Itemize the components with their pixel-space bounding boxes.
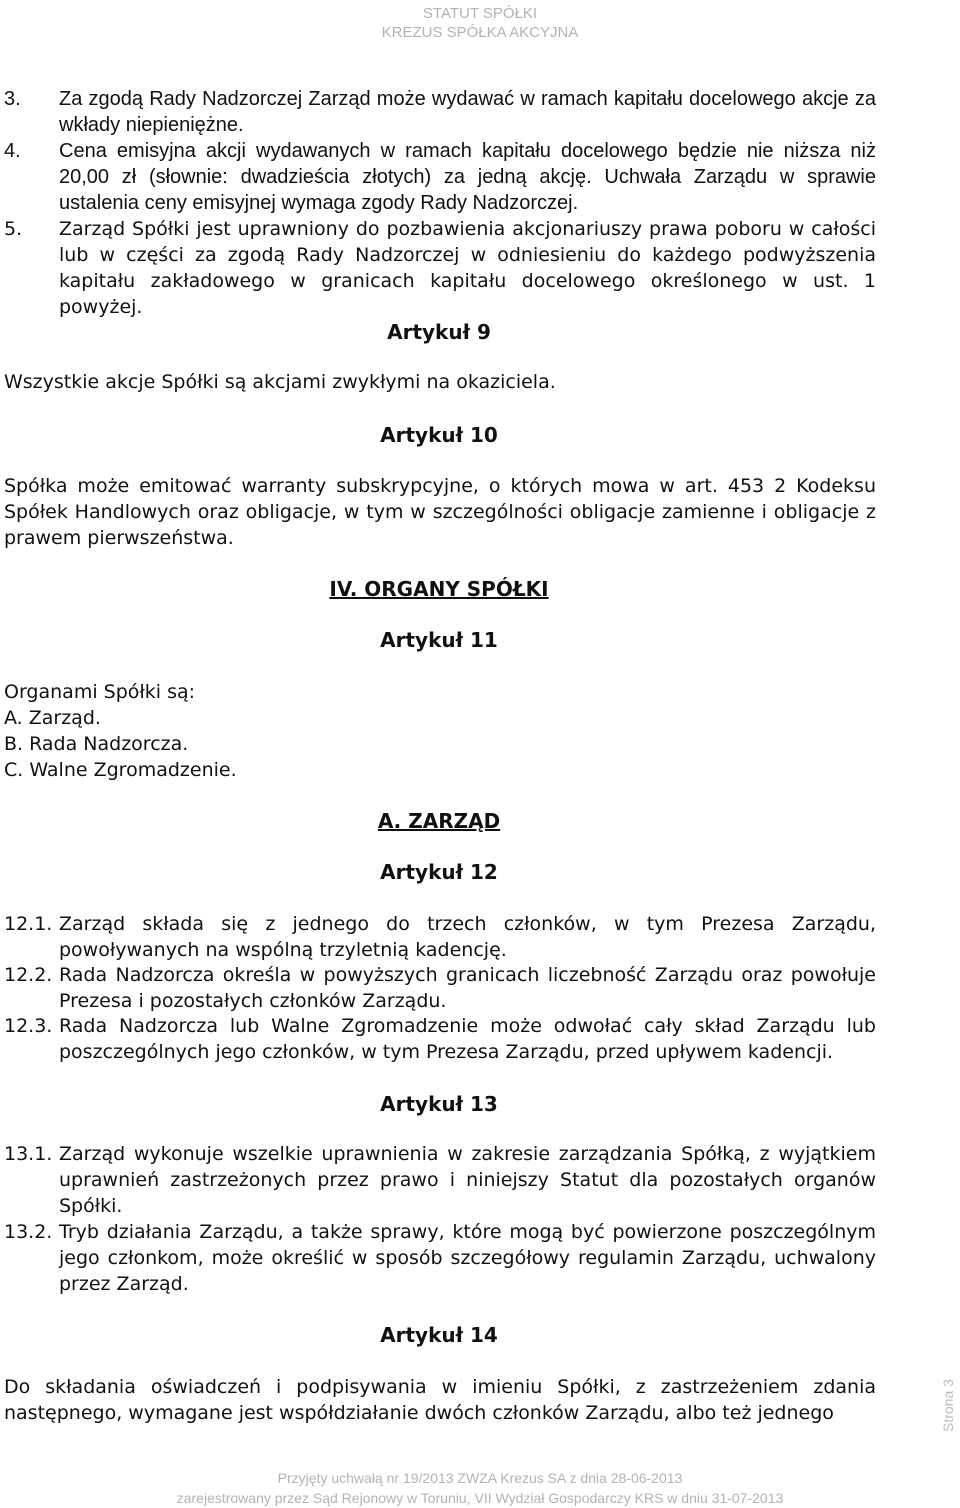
item-text: Za zgodą Rady Nadzorczej Zarząd może wydawać w ramach kapitału docelowego akcje za wkłady niepieniężne. [59,88,876,136]
page-number: Strona 3 [940,1379,956,1432]
list-item [4,1141,876,1219]
article-heading: Artykuł 13 [380,1092,498,1116]
header-title: STATUT SPÓŁKI [422,5,538,22]
item-text: Tryb działania Zarządu, a także sprawy, które mogą być powierzone poszczególnym jego członkom, może określić w sposób szczegółowy regulamin Zarządu, uchwalony przez Zarząd. [59,1221,876,1295]
list-item [4,86,876,138]
item-text: Zarząd Spółki jest uprawniony do pozbawienia akcjonariuszy prawa poboru w całości lub w części za zgodą Rady Nadzorczej w odniesieniu do każdego podwyższenia kapitału zakładowego w granicach kapitału docelowego określonego w ust. 1 powyżej. [59,218,876,318]
article-heading: Artykuł 10 [380,423,498,447]
page-footer [0,1468,960,1508]
list-item [4,1013,876,1065]
item-number: 12.2. [4,964,53,986]
header-company: KREZUS SPÓŁKA AKCYJNA [381,24,579,41]
item-number: 13.1. [4,1143,53,1165]
list-item [4,216,876,320]
item-number: 3. [4,88,21,110]
list-item [4,911,876,963]
item-number: 4. [4,140,21,162]
article-heading: Artykuł 9 [387,320,491,344]
list-item [4,1219,876,1297]
article-text: Do składania oświadczeń i podpisywania w imieniu Spółki, z zastrzeżeniem zdania następnego, wymagane jest współdziałanie dwóch członków Zarządu, albo też jednego [4,1376,876,1424]
article-text: Spółka może emitować warranty subskrypcyjne, o których mowa w art. 453 2 Kodeksu Spółek Handlowych oraz obligacje, w tym w szczególności obligacje zamienne i obligacje z prawem pierwszeństwa. [4,475,876,549]
item-number: 12.3. [4,1015,53,1037]
item-text: Rada Nadzorcza określa w powyższych granicach liczebność Zarządu oraz powołuje Prezesa i pozostałych członków Zarządu. [59,964,876,1012]
article-heading: Artykuł 14 [380,1323,498,1347]
item-text: Zarząd wykonuje wszelkie uprawnienia w zakresie zarządzania Spółką, z wyjątkiem uprawnień zastrzeżonych przez prawo i niniejszy Statut dla pozostałych organów Spółki. [59,1143,876,1217]
section-heading: A. ZARZĄD [377,809,501,833]
section-heading: IV. ORGANY SPÓŁKI [329,577,549,601]
item-number: 12.1. [4,913,53,935]
organ-item: C. Walne Zgromadzenie. [4,759,237,781]
page-header [0,4,960,42]
organ-item: A. Zarząd. [4,707,101,729]
article-text: Wszystkie akcje Spółki są akcjami zwykłymi na okaziciela. [4,371,556,393]
item-number: 13.2. [4,1221,53,1243]
article-heading: Artykuł 12 [380,860,498,884]
article-heading: Artykuł 11 [380,628,498,652]
item-text: Zarząd składa się z jednego do trzech członków, w tym Prezesa Zarządu, powoływanych na wspólną trzyletnią kadencję. [59,913,876,961]
item-text: Cena emisyjna akcji wydawanych w ramach kapitału docelowego będzie nie niższa niż 20,00 zł (słownie: dwadzieścia złotych) za jedną akcję. Uchwała Zarządu w sprawie ustalenia ceny emisyjnej wymaga zgody Rady Nadzorczej. [59,140,876,214]
footer-adoption: Przyjęty uchwałą nr 19/2013 ZWZA Krezus SA z dnia 28-06-2013 [277,1470,683,1486]
list-item [4,138,876,216]
footer-registration: zarejestrowany przez Sąd Rejonowy w Toruniu, VII Wydział Gospodarczy KRS w dniu 31-07-2013 [176,1490,784,1506]
organ-item: B. Rada Nadzorcza. [4,733,189,755]
article-intro: Organami Spółki są: [4,681,196,703]
list-item [4,962,876,1014]
item-number: 5. [4,218,23,240]
item-text: Rada Nadzorcza lub Walne Zgromadzenie może odwołać cały skład Zarządu lub poszczególnych jego członków, w tym Prezesa Zarządu, przed upływem kadencji. [59,1015,876,1063]
